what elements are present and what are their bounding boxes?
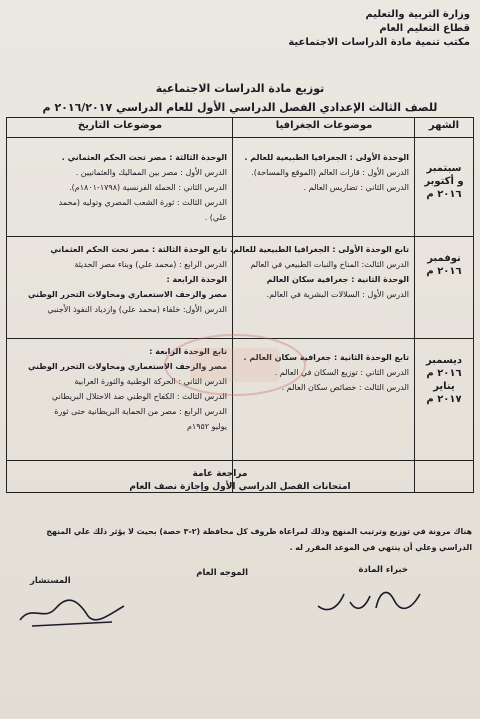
month-label: ٢٠١٦ م <box>426 266 462 277</box>
advisor-label: المستشار <box>30 576 71 586</box>
row-divider <box>7 460 473 461</box>
lesson-line: يوليو ١٩٥٢م <box>186 422 227 431</box>
month-label: ديسمبر <box>425 355 463 366</box>
note-line: هناك مرونة في توزيع وترتيب المنهج وذلك لمراعاة ظروف كل محافظة (٢-٣ حصة) بحيث لا يؤثر ذلك علي المنهج <box>46 527 472 536</box>
unit-heading: الوحدة الرابعة : <box>166 275 227 284</box>
review-label: مراجعة عامة <box>192 469 248 479</box>
watermark-logo <box>160 330 310 400</box>
month-label: ٢٠١٧ م <box>426 394 462 405</box>
lesson-line: الدرس الثالث : خصائص سكان العالم . <box>281 383 409 392</box>
office-line: مكتب تنمية مادة الدراسات الاجتماعية <box>288 37 470 48</box>
note-line: الدراسي وعلي أن ينتهي في الموعد المقرر له . <box>289 543 472 552</box>
lesson-line: الدرس الرابع : (محمد علي) وبناء مصر الحديثة <box>74 260 227 269</box>
lesson-line: الدرس الثالث : ثورة الشعب المصري وتوليه (محمد <box>58 198 227 207</box>
history-cell <box>13 242 227 317</box>
column-divider <box>414 118 415 492</box>
unit-heading: الوحدة الثانية : جغرافية سكان العالم <box>266 275 409 284</box>
geography-cell <box>229 242 409 302</box>
lesson-line: الدرس الأول: خلفاء (محمد علي) وازدياد النفوذ الأجنبي <box>47 305 227 314</box>
unit-heading: تابع الوحدة الثانية : جغرافية سكان العالم . <box>243 353 409 362</box>
expert-signature <box>310 582 430 622</box>
ministry-header <box>288 8 470 50</box>
lesson-line: الدرس الثاني : توزيع السكان في العالم . <box>274 368 409 377</box>
geography-header: موضوعات الجغرافيا <box>275 120 373 131</box>
lesson-line: الدرس الأول : مصر بين المماليك والعثمانيين . <box>75 168 227 177</box>
month-label: ٢٠١٦ م <box>426 189 462 200</box>
month-cell <box>419 252 469 278</box>
month-label: نوفمبر <box>427 253 461 264</box>
sector-line: قطاع التعليم العام <box>379 23 470 34</box>
month-header: الشهر <box>428 120 460 131</box>
experts-label: خبراء المادة <box>358 565 408 575</box>
month-label: سبتمبر <box>426 163 462 174</box>
advisor-signature <box>12 592 132 632</box>
history-header: موضوعات التاريخ <box>77 120 163 131</box>
unit-title: مصر والزحف الاستعماري ومحاولات التحرر الوطني <box>27 362 227 371</box>
lesson-line: الدرس الأول : قارات العالم (الموقع والمساحة). <box>251 168 409 177</box>
curriculum-table <box>6 117 474 493</box>
unit-title: مصر والزحف الاستعماري ومحاولات التحرر الوطني <box>27 290 227 299</box>
row-divider <box>7 137 473 138</box>
document-subtitle: للصف الثالث الإعدادي الفصل الدراسي الأول للعام الدراسي ٢٠١٦/٢٠١٧ م <box>42 101 438 114</box>
row-divider <box>7 236 473 237</box>
flexibility-note <box>8 524 472 556</box>
lesson-line: الدرس الثالث: المناخ والنبات الطبيعي في العالم <box>250 260 409 269</box>
month-label: يناير <box>433 381 455 392</box>
ministry-line: وزارة التربية والتعليم <box>365 9 470 20</box>
lesson-line: الدرس الأول : السلالات البشرية في العالم. <box>266 290 409 299</box>
month-cell <box>419 354 469 406</box>
lesson-line: الدرس الثالث : الكفاح الوطني ضد الاحتلال البريطاني <box>51 392 227 401</box>
supervisor-label: الموجه العام <box>196 568 248 578</box>
unit-heading: تابع الوحدة الرابعة : <box>149 347 227 356</box>
unit-heading: تابع الوحدة الأولى : الجغرافيا الطبيعية للعالم. <box>229 245 409 254</box>
geography-cell <box>237 150 409 195</box>
exams-label: امتحانات الفصل الدراسي الأول وإجازة نصف العام <box>129 482 351 492</box>
lesson-line: الدرس الثاني : الحملة الفرنسية (١٧٩٨-١٨٠١م). <box>69 183 227 192</box>
lesson-line: الدرس الثاني : الحركة الوطنية والثورة العرابية <box>74 377 227 386</box>
history-cell <box>13 150 227 225</box>
unit-heading: الوحدة الثالثة : مصر تحت الحكم العثماني . <box>61 153 227 162</box>
column-divider <box>232 118 233 492</box>
unit-heading: تابع الوحدة الثالثة : مصر تحت الحكم العثماني <box>50 245 227 254</box>
lesson-line: الدرس الرابع : مصر من الحماية البريطانية حتى ثورة <box>54 407 227 416</box>
lesson-line: الدرس الثاني : تضاريس العالم . <box>303 183 409 192</box>
lesson-line: علي) . <box>204 213 227 222</box>
month-label: و أكتوبر <box>424 176 464 187</box>
month-label: ٢٠١٦ م <box>426 368 462 379</box>
document-title: توزيع مادة الدراسات الاجتماعية <box>155 82 325 95</box>
review-row <box>7 468 473 494</box>
unit-heading: الوحدة الأولى : الجغرافيا الطبيعية للعالم . <box>244 153 409 162</box>
month-cell <box>419 162 469 201</box>
